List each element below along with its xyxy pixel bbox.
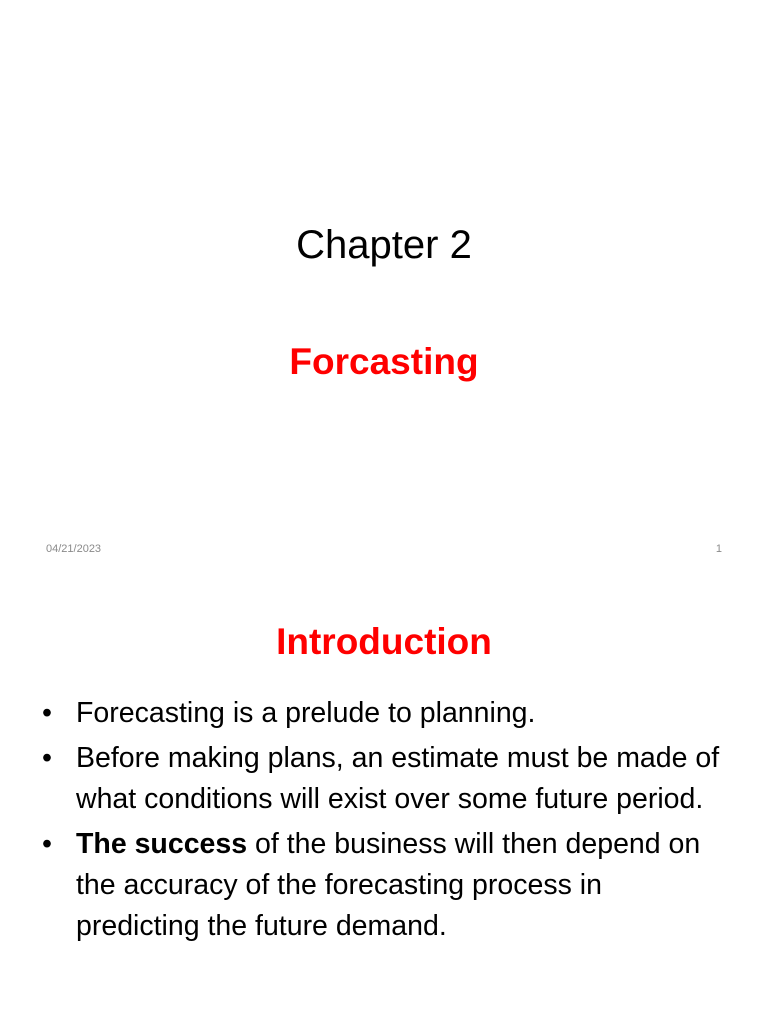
bullet-icon: •	[42, 697, 52, 729]
introduction-slide	[0, 576, 768, 1024]
bullet-item	[40, 738, 730, 820]
section-title: Introduction	[276, 621, 492, 662]
bullet-bold-lead: The success	[76, 828, 248, 860]
bullet-item	[40, 824, 730, 947]
chapter-title: Chapter 2	[296, 223, 472, 267]
bullet-text: Forecasting is a prelude to planning.	[76, 697, 536, 729]
bullet-list	[40, 693, 730, 951]
bullet-item	[40, 693, 730, 734]
bullet-text: of the business will then depend on the accuracy of the forecasting process in predicting the future demand.	[76, 828, 701, 942]
bullet-text: Before making plans, an estimate must be made of what conditions will exist over some future period.	[76, 742, 720, 815]
bullet-icon: •	[42, 828, 52, 860]
slide-subtitle: Forcasting	[289, 341, 479, 382]
page-number: 1	[715, 543, 722, 555]
footer-date: 04/21/2023	[46, 543, 102, 555]
bullet-icon: •	[42, 742, 52, 774]
